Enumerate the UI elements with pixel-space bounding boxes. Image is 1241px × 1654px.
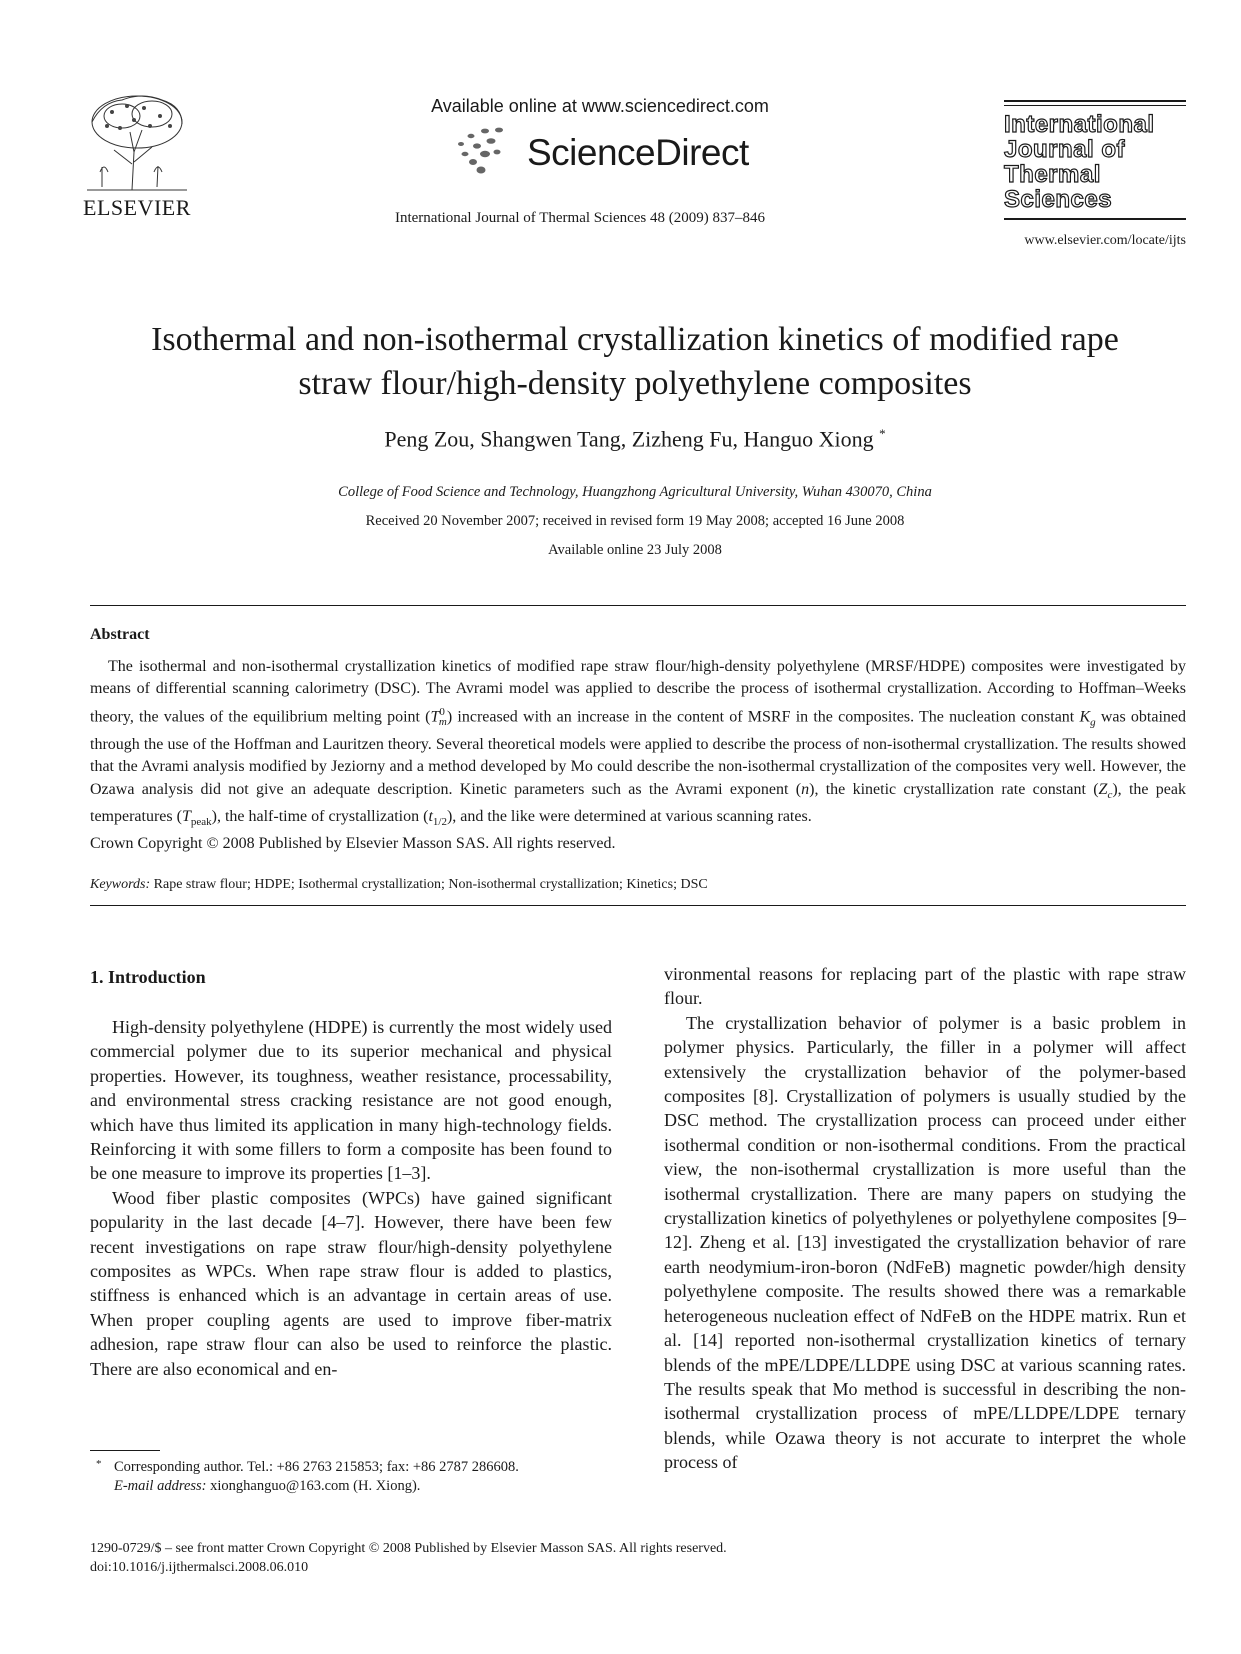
abstract-body — [90, 656, 1186, 834]
publisher-name: ELSEVIER — [83, 195, 191, 220]
abstract-text: was obtained through the use of the Hoffman and Lauritzen theory. Several theoretical models were applied to describe the process of non-isothermal crystallization. The results showed that the Avrami analysis modified by Jeziorny and a method developed by Mo could describe the non-isothermal crystallization of the composites very well. However, the Ozawa analysis did not give an adequate description. Kinetic parameters such as the Avrami exponent ( — [90, 708, 1187, 798]
abstract-heading: Abstract — [90, 626, 150, 643]
section-heading-introduction: 1. Introduction — [90, 967, 206, 987]
elsevier-tree-icon — [82, 92, 192, 192]
symbol: K — [1079, 708, 1091, 726]
footer-copyright: 1290-0729/$ – see front matter Crown Copyright © 2008 Published by Elsevier Masson SAS. All rights reserved. — [90, 1541, 727, 1556]
symbol-sub: peak — [190, 816, 212, 829]
keywords-label: Keywords: — [90, 877, 151, 892]
brand-line: Sciences — [1004, 186, 1113, 213]
footnote-rule — [90, 1450, 160, 1451]
sciencedirect-wordmark: ScienceDirect — [527, 132, 749, 173]
email-label: E-mail address: — [114, 1478, 207, 1494]
right-column — [664, 962, 1186, 1475]
brand-rule-top — [1004, 100, 1186, 102]
brand-line: Journal of — [1004, 136, 1126, 163]
body-paragraph: High-density polyethylene (HDPE) is currently the most widely used commercial polymer due to its superior mechanical and physical properties. However, its toughness, weather resistance, processability, and environmental stress cracking resistance are not good enough, which have thus limited its application in many high-technology fields. Reinforcing it with some fillers to form a composite has been found to be one measure to improve its properties [1–3]. — [90, 1017, 612, 1184]
page-footer — [90, 1540, 727, 1577]
body-paragraph: The crystallization behavior of polymer is a basic problem in polymer physics. Particularly, the filler in a polymer will affect extensively the crystallization behavior of the polymer-based composites [8]. Crystallization of polymers is usually studied by the DSC method. The crystallization process can proceed under either isothermal condition or non-isothermal conditions. From the practical view, the non-isothermal crystallization is more useful than the isothermal crystallization. There are many papers on studying the crystallization kinetics of polyethylenes or polyethylene composites [9–12]. Zheng et al. [13] investigated the crystallization behavior of rare earth neodymium-iron-boron (NdFeB) magnetic powder/high density polyethylene composite. The results showed there was a remarkable heterogeneous nucleation effect of NdFeB on the HDPE matrix. Run et al. [14] reported non-isothermal crystallization kinetics of ternary blends of the mPE/LDPE/LLDPE using DSC at various scanning rates. The results speak that Mo method is successful in describing the non-isothermal crystallization process of mPE/LLDPE/LDPE ternary blends, while Ozawa theory is not accurate to interpret the whole process of — [664, 1012, 1186, 1473]
received-dates: Received 20 November 2007; received in revised form 19 May 2008; accepted 16 June 2008 — [365, 513, 905, 529]
online-date: Available online 23 July 2008 — [548, 542, 722, 558]
article-title — [90, 318, 1180, 406]
journal-url[interactable]: www.elsevier.com/locate/ijts — [1024, 233, 1186, 248]
abstract-copyright: Crown Copyright © 2008 Published by Elsevier Masson SAS. All rights reserved. — [90, 835, 616, 852]
symbol: n — [801, 780, 810, 798]
abstract-text: ) increased with an increase in the content of MSRF in the composites. The nucleation constant — [446, 708, 1080, 726]
keywords-text: Rape straw flour; HDPE; Isothermal crystallization; Non-isothermal crystallization; Kinetics; DSC — [150, 877, 708, 892]
brand-line: Thermal — [1004, 161, 1101, 188]
abstract-text: ), the half-time of crystallization ( — [211, 808, 429, 826]
symbol: Z — [1098, 780, 1108, 798]
body-paragraph: vironmental reasons for replacing part of the plastic with rape straw flour. — [664, 964, 1186, 1009]
symbol-sub: 1/2 — [432, 816, 447, 829]
corresponding-mark[interactable]: * — [879, 426, 886, 441]
footnote-contact: Corresponding author. Tel.: +86 2763 215853; fax: +86 2787 286608. — [114, 1459, 519, 1475]
keywords — [90, 877, 708, 893]
footer-doi[interactable]: doi:10.1016/j.ijthermalsci.2008.06.010 — [90, 1559, 309, 1575]
footnote-email-line — [96, 1477, 616, 1496]
symbol-sup: 0 — [439, 705, 445, 718]
divider-bottom — [90, 905, 1186, 906]
brand-line: International — [1004, 111, 1155, 138]
email-address[interactable]: xionghanguo@163.com (H. Xiong). — [206, 1478, 421, 1494]
symbol: T — [430, 708, 440, 726]
available-online: Available online at www.sciencedirect.com — [431, 96, 769, 116]
elsevier-logo — [82, 92, 192, 221]
author-list — [90, 426, 1180, 452]
footnote — [96, 1458, 616, 1496]
abstract-text: The isothermal and non-isothermal crystallization kinetics of modified rape straw flour/high-density polyethylene (MRSF/HDPE) composites were investigated by means of differential scanning calorimetry (DSC). The Avrami model was applied to describe the process of isothermal crystallization. According to Hoffman–Weeks theory, the values of the equilibrium melting point ( — [90, 658, 1186, 726]
symbol-sub: g — [1090, 716, 1096, 729]
symbol: t — [428, 808, 433, 826]
brand-rule-thin — [1004, 105, 1186, 106]
sciencedirect-dots-icon — [455, 126, 525, 176]
sciencedirect-logo — [455, 126, 755, 176]
body-paragraph: Wood fiber plastic composites (WPCs) have gained significant popularity in the last decade [4–7]. However, there have been few recent investigations on rape straw flour/high-density polyethylene composites as WPCs. When rape straw flour is added to plastics, stiffness is enhanced which is an advantage in certain areas of use. When proper coupling agents are used to improve fiber-matrix adhesion, rape straw flour can also be used to reinforce the plastic. There are also economical and en- — [90, 1187, 612, 1379]
symbol-sub: c — [1107, 788, 1113, 801]
title-line: Isothermal and non-isothermal crystallization kinetics of modified rape — [151, 321, 1119, 358]
divider-top — [90, 605, 1186, 606]
abstract-paragraph — [90, 656, 1186, 834]
footnote-mark: * — [96, 1458, 102, 1470]
journal-brand — [1004, 100, 1186, 223]
abstract-text: ), the kinetic crystallization rate constant ( — [809, 780, 1099, 798]
journal-reference: International Journal of Thermal Sciences 48 (2009) 837–846 — [394, 210, 766, 226]
symbol: T — [181, 808, 191, 826]
affiliation: College of Food Science and Technology, Huangzhong Agricultural University, Wuhan 430070, China — [338, 484, 932, 500]
abstract-text: ), the peak temperatures ( — [90, 780, 1187, 826]
authors-text: Peng Zou, Shangwen Tang, Zizheng Fu, Hanguo Xiong — [384, 426, 874, 452]
abstract-text: ), and the like were determined at various scanning rates. — [446, 808, 812, 826]
left-column — [90, 1015, 612, 1381]
title-line: straw flour/high-density polyethylene composites — [298, 365, 972, 402]
brand-rule-bottom — [1004, 218, 1186, 220]
symbol-sub: m — [438, 716, 447, 729]
